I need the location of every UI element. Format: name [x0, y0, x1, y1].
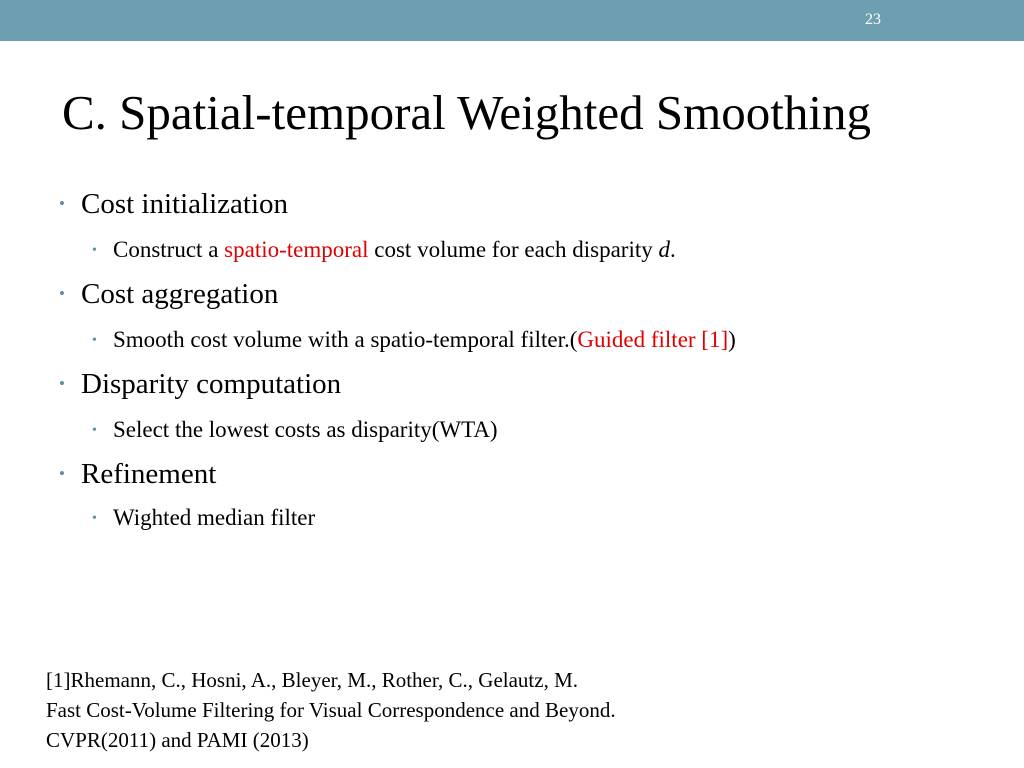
sub-bullet-text: Construct a: [113, 237, 225, 262]
sub-bullet-text: Smooth cost volume with a spatio-temporal filter.(: [113, 327, 578, 352]
bullet-item: [59, 368, 341, 401]
bullet-icon: •: [92, 423, 97, 438]
slide-number: 23: [865, 11, 881, 28]
sub-bullet-item: [92, 417, 498, 443]
sub-bullet-text: ): [728, 327, 736, 352]
bullet-icon: •: [92, 243, 97, 258]
reference-note: [46, 665, 616, 755]
bullet-text: Disparity computation: [81, 368, 342, 400]
bullet-icon: •: [59, 284, 65, 303]
sub-bullet-text: cost volume for each disparity: [368, 237, 659, 262]
italic-variable: d: [658, 237, 670, 262]
sub-bullet-item: [92, 505, 315, 531]
bullet-icon: •: [92, 511, 97, 526]
bullet-icon: •: [59, 374, 65, 393]
highlighted-text: spatio-temporal: [224, 237, 369, 262]
bullet-text: Refinement: [81, 458, 217, 490]
bullet-icon: •: [92, 333, 97, 348]
reference-line: [1]Rhemann, C., Hosni, A., Bleyer, M., Rother, C., Gelautz, M.: [46, 668, 579, 692]
bullet-item: [59, 458, 216, 491]
slide-title: C. Spatial-temporal Weighted Smoothing: [62, 85, 872, 140]
highlighted-text: Guided filter [1]: [577, 327, 729, 352]
bullet-item: [59, 188, 288, 221]
sub-bullet-text: .: [670, 237, 676, 262]
sub-bullet-item: [92, 327, 736, 353]
bullet-text: Cost aggregation: [81, 278, 279, 310]
bullet-item: [59, 278, 278, 311]
sub-bullet-text: Select the lowest costs as disparity(WTA): [113, 417, 498, 442]
bullet-icon: •: [59, 194, 65, 213]
reference-line: Fast Cost-Volume Filtering for Visual Correspondence and Beyond.: [46, 698, 616, 722]
bullet-icon: •: [59, 464, 65, 483]
reference-line: CVPR(2011) and PAMI (2013): [46, 728, 309, 752]
bullet-text: Cost initialization: [81, 188, 289, 220]
sub-bullet-text: Wighted median filter: [113, 505, 316, 530]
sub-bullet-item: [92, 237, 676, 263]
